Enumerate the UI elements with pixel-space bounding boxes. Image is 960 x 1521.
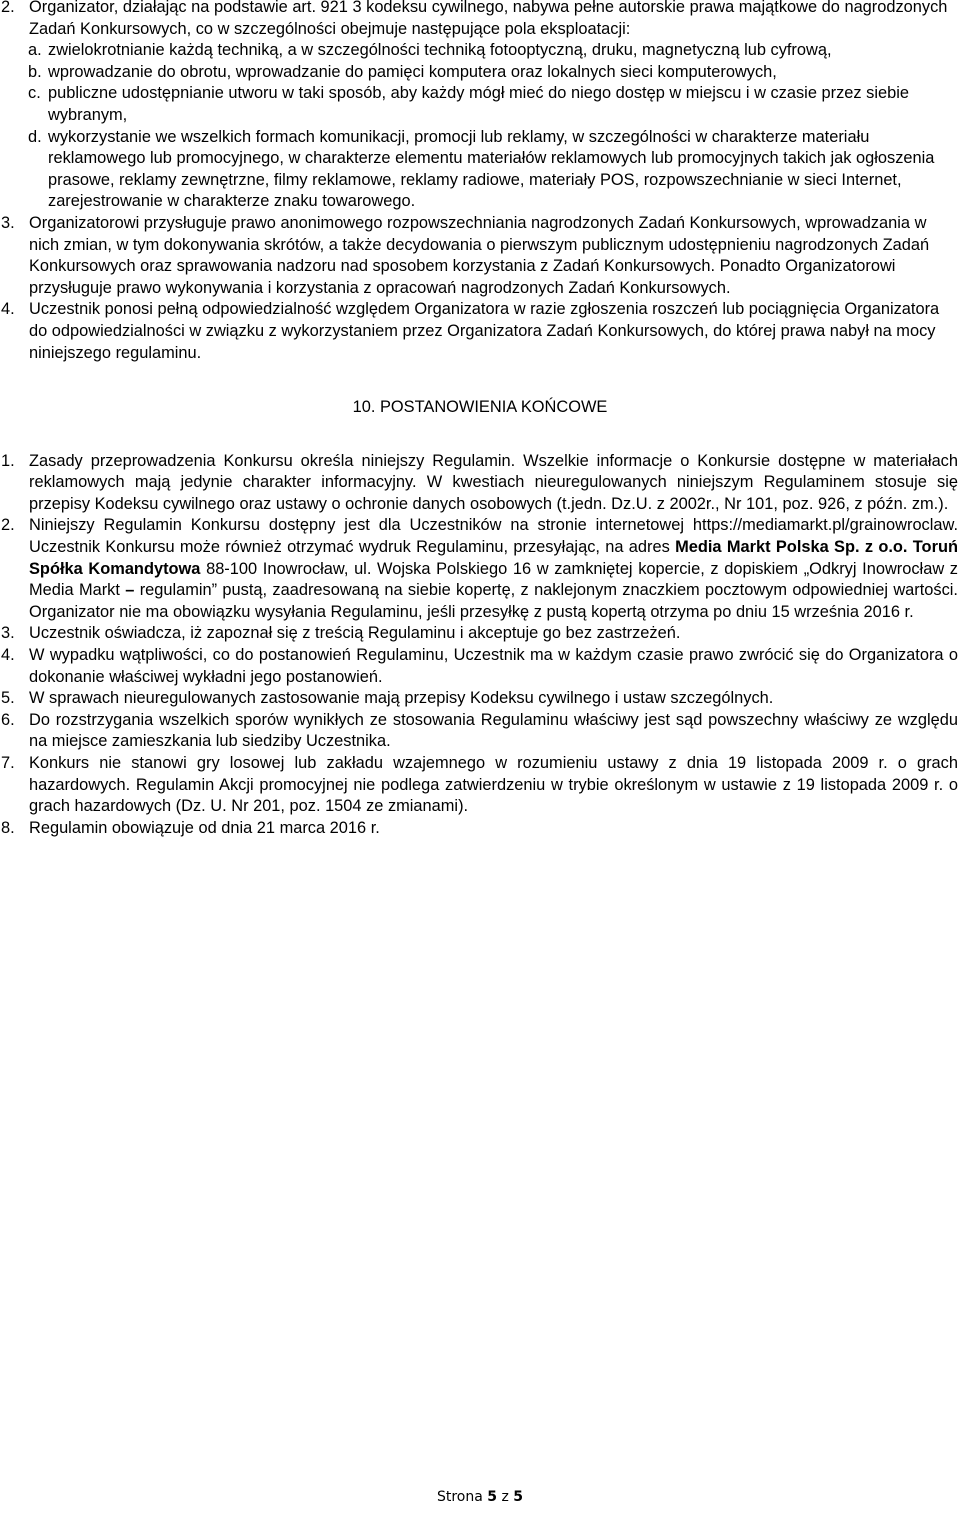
sub-item-letter: b.: [28, 62, 42, 81]
item-text-part: regulamin” pustą, zaadresowaną na siebie kopertę, z naklejonym znaczkiem pocztowym odpowiedniej wartości. Organizator nie ma obowiązku wysyłania Regulaminu, jeśli przesyłkę z pustą kopertą otrzyma po dniu 15 września 2016 r.: [29, 581, 958, 621]
organizer-name: Media Markt Polska Sp. z o.o. Toruń Spółka Komandytowa: [29, 538, 958, 578]
list-item: [0, 213, 960, 299]
item-number: 6.: [1, 710, 15, 729]
item-number: 8.: [1, 818, 15, 837]
footer-label: Strona: [436, 1489, 483, 1505]
item-text: Organizatorowi przysługuje prawo anonimowego rozpowszechniania nagrodzonych Zadań Konkursowych, wprowadzania w nich zmian, w tym dokonywania skrótów, a także decydowania o pierwszym publicznym udostępnieniu nagrodzonych Zadań Konkursowych oraz sprawowania nadzoru nad sposobem korzystania z Zadań Konkursowych. Ponadto Organizatorowi przysługuje prawo wykonywania i korzystania z opracowań nagrodzonych Zadań Konkursowych.: [29, 213, 930, 297]
list-item: [0, 0, 960, 40]
list-item: [0, 515, 960, 623]
sub-item-text: zwielokrotnianie każdą techniką, a w szczególności techniką fotooptyczną, druku, magnetyczną lub cyfrową,: [48, 41, 832, 60]
item-text: Regulamin obowiązuje od dnia 21 marca 2016 r.: [29, 818, 380, 837]
em-dash: –: [125, 581, 135, 600]
sub-item-letter: d.: [28, 127, 42, 146]
sub-item-text: wykorzystanie we wszelkich formach komunikacji, promocji lub reklamy, w szczególności w charakterze materiału reklamowego lub promocyjnego, w charakterze elementu materiałów reklamowych lub promocyjnych takich jak ogłoszenia prasowe, reklamy zewnętrzne, filmy reklamowe, reklamy radiowe, materiały POS, rozpowszechnianie w sieci Internet, zarejestrowanie w charakterze znaku towarowego.: [48, 127, 935, 211]
list-item: [0, 710, 960, 753]
item-number: 5.: [1, 689, 15, 708]
item-text: [29, 515, 960, 623]
footer-page-number: 5: [487, 1489, 498, 1505]
list-item: [0, 688, 960, 710]
list-item: [0, 818, 960, 840]
sub-item: [28, 83, 960, 126]
sub-item-letter: a.: [28, 41, 42, 60]
page-footer: [0, 1487, 960, 1509]
sub-item: [28, 127, 960, 213]
footer-of: z: [501, 1489, 509, 1505]
item-number: 7.: [1, 754, 15, 772]
item-text: Konkurs nie stanowi gry losowej lub zakładu wzajemnego w rozumieniu ustawy z dnia 19 listopada 2009 r. o grach hazardowych. Regulamin Akcji promocyjnej nie podlega zatwierdzeniu w trybie określonym w ustawie z 19 listopada 2009 r. o grach hazardowych (Dz. U. Nr 201, poz. 1504 ze zmianami).: [29, 754, 958, 816]
item-number: 4.: [1, 646, 15, 665]
list-item: [0, 645, 960, 688]
sub-item: [28, 62, 960, 84]
item-text-part: 88-100 Inowrocław, ul. Wojska Polskiego 16 w zamkniętej kopercie, z dopiskiem „Odkryj Inowrocław z Media Markt: [29, 559, 959, 600]
list-item: [0, 299, 960, 364]
item-text: Do rozstrzygania wszelkich sporów wynikłych ze stosowania Regulaminu właściwy jest sąd powszechny właściwy ze względu na miejsce zamieszkania lub siedziby Uczestnika.: [29, 710, 958, 751]
list-item: [0, 451, 960, 516]
item-text: W sprawach nieuregulowanych zastosowanie mają przepisy Kodeksu cywilnego i ustaw szczególnych.: [29, 689, 774, 708]
sub-item-text: wprowadzanie do obrotu, wprowadzanie do pamięci komputera oraz lokalnych sieci komputerowych,: [48, 62, 777, 81]
footer-page-total: 5: [513, 1489, 524, 1505]
item-number: 2.: [1, 0, 15, 16]
item-number: 2.: [1, 516, 15, 535]
item-text-part: Niniejszy Regulamin Konkursu dostępny jest dla Uczestników na stronie internetowej https://mediamarkt.pl/grainowroclaw. Uczestnik Konkursu może również otrzymać wydruk Regulaminu, przesyłając, na adres: [29, 516, 958, 557]
item-number: 3.: [1, 213, 15, 232]
item-text: W wypadku wątpliwości, co do postanowień Regulaminu, Uczestnik ma w każdym czasie prawo zwrócić się do Organizatora o dokonanie właściwej wykładni jego postanowień.: [29, 646, 958, 686]
list-item: [0, 753, 960, 818]
item-number: 4.: [1, 300, 15, 319]
sub-item-text: publiczne udostępnianie utworu w taki sposób, aby każdy mógł mieć do niego dostęp w miejscu i w czasie przez siebie wybranym,: [48, 84, 909, 124]
list-item: [0, 623, 960, 645]
item-number: 3.: [1, 624, 15, 643]
item-text: Uczestnik oświadcza, iż zapoznał się z treścią Regulaminu i akceptuje go bez zastrzeżeń.: [29, 624, 681, 643]
section-heading: 10. POSTANOWIENIA KOŃCOWE: [352, 398, 608, 417]
item-text: Zasady przeprowadzenia Konkursu określa niniejszy Regulamin. Wszelkie informacje o Konkursie dostępne w materiałach reklamowych mają jedynie charakter informacyjny. W kwestiach nieuregulowanych niniejszym Regulaminem stosuje się przepisy Kodeksu cywilnego oraz ustawy o ochronie danych osobowych (t.jedn. Dz.U. z 2002r., Nr 101, poz. 926, z późn. zm.).: [29, 451, 958, 513]
sub-item-letter: c.: [28, 84, 41, 103]
sub-list: [28, 40, 960, 213]
item-number: 1.: [1, 451, 15, 470]
item-text: Uczestnik ponosi pełną odpowiedzialność względem Organizatora w razie zgłoszenia roszczeń lub pociągnięcia Organizatora do odpowiedzialności w związku z wykorzystaniem przez Organizatora Zadań Konkursowych, do której prawa nabył na mocy niniejszego regulaminu.: [29, 300, 940, 362]
item-text: Organizator, działając na podstawie art. 921 3 kodeksu cywilnego, nabywa pełne autorskie prawa majątkowe do nagrodzonych Zadań Konkursowych, co w szczególności obejmuje następujące pola eksploatacji:: [29, 0, 948, 38]
sub-item: [28, 40, 960, 62]
